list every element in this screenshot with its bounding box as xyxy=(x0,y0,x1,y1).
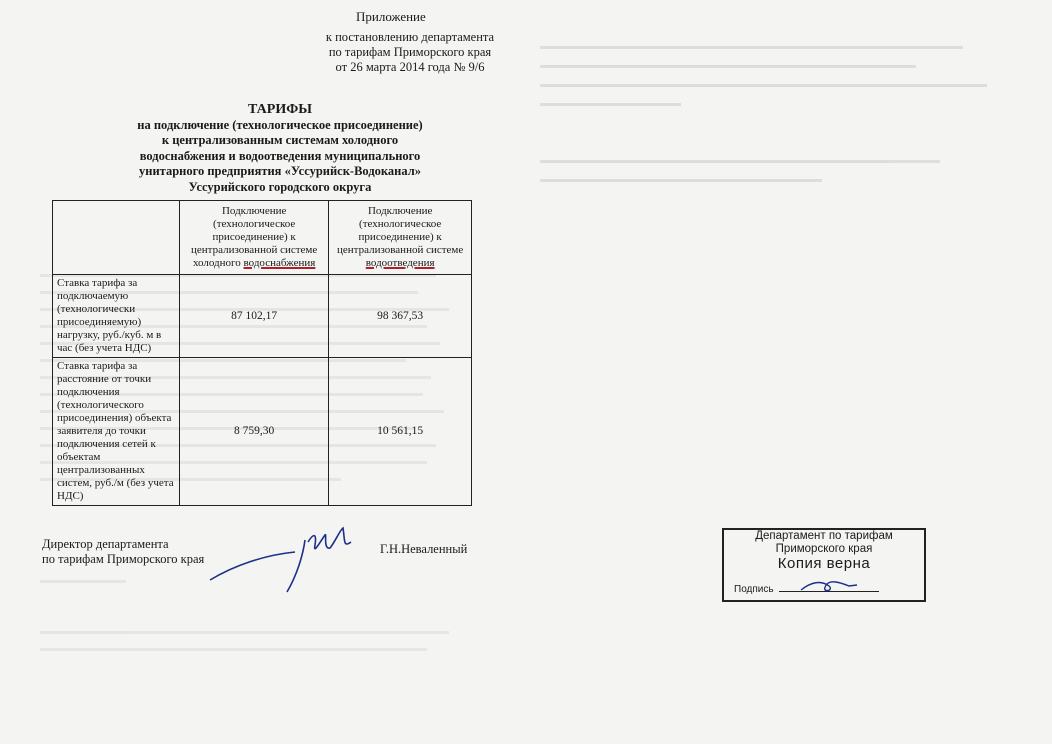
sewerage-value: 10 561,15 xyxy=(329,358,472,506)
table-header-row xyxy=(53,201,472,275)
sewerage-column-header: Подключение (технологическое присоединение) к централизованной системе водоотведения xyxy=(329,201,472,275)
handwritten-signature xyxy=(205,520,365,600)
title-line: Уссурийского городского округа xyxy=(188,179,372,194)
row-label: Ставка тарифа за подключаемую (технологически присоединяемую) нагрузку, руб./куб. м в час (без учета НДС) xyxy=(53,275,180,358)
resolution-line: по тарифам Приморского края xyxy=(328,45,492,59)
water-supply-column-header: Подключение (технологическое присоединение) к централизованной системе холодного водоснабжения xyxy=(180,201,329,275)
water-supply-value: 8 759,30 xyxy=(180,358,329,506)
table-corner-cell xyxy=(53,201,180,275)
row-label: Ставка тарифа за расстояние от точки подключения (технологического присоединения) объекта заявителя до точки подключения сетей к объектам централизованных систем, руб./м (без учета НДС) xyxy=(53,358,180,506)
resolution-line: к постановлению департамента xyxy=(325,30,495,44)
title-line: на подключение (технологическое присоединение) xyxy=(137,117,423,132)
table-row xyxy=(53,275,472,358)
title-line: унитарного предприятия «Уссурийск-Водоканал» xyxy=(139,164,421,178)
certification-stamp xyxy=(722,528,926,602)
resolution-reference xyxy=(300,30,520,75)
title-line: к централизованным системам холодного xyxy=(161,133,399,147)
document-title xyxy=(80,102,480,195)
stamp-copy-true: Копия верна xyxy=(777,555,871,572)
underlined-word: водоснабжения xyxy=(243,257,316,269)
water-supply-value: 87 102,17 xyxy=(180,275,329,358)
stamp-line: Департамент по тарифам xyxy=(755,530,893,542)
stamp-line: Приморского края xyxy=(775,543,873,555)
underlined-word: водоотведения xyxy=(365,257,435,269)
bleed-through-text xyxy=(540,30,1010,210)
title-line: водоснабжения и водоотведения муниципального xyxy=(139,148,421,163)
stamp-signature xyxy=(799,576,859,598)
title-heading: ТАРИФЫ xyxy=(248,102,312,117)
sewerage-value: 98 367,53 xyxy=(329,275,472,358)
director-title: Директор департамента по тарифам Приморского края xyxy=(42,537,205,566)
signer-name: Г.Н.Неваленный xyxy=(380,542,468,556)
resolution-line: от 26 марта 2014 года № 9/6 xyxy=(335,60,485,74)
appendix-label: Приложение xyxy=(356,9,426,24)
table-row xyxy=(53,358,472,506)
stamp-sign-label: Подпись xyxy=(734,584,774,595)
tariffs-table xyxy=(52,200,472,506)
